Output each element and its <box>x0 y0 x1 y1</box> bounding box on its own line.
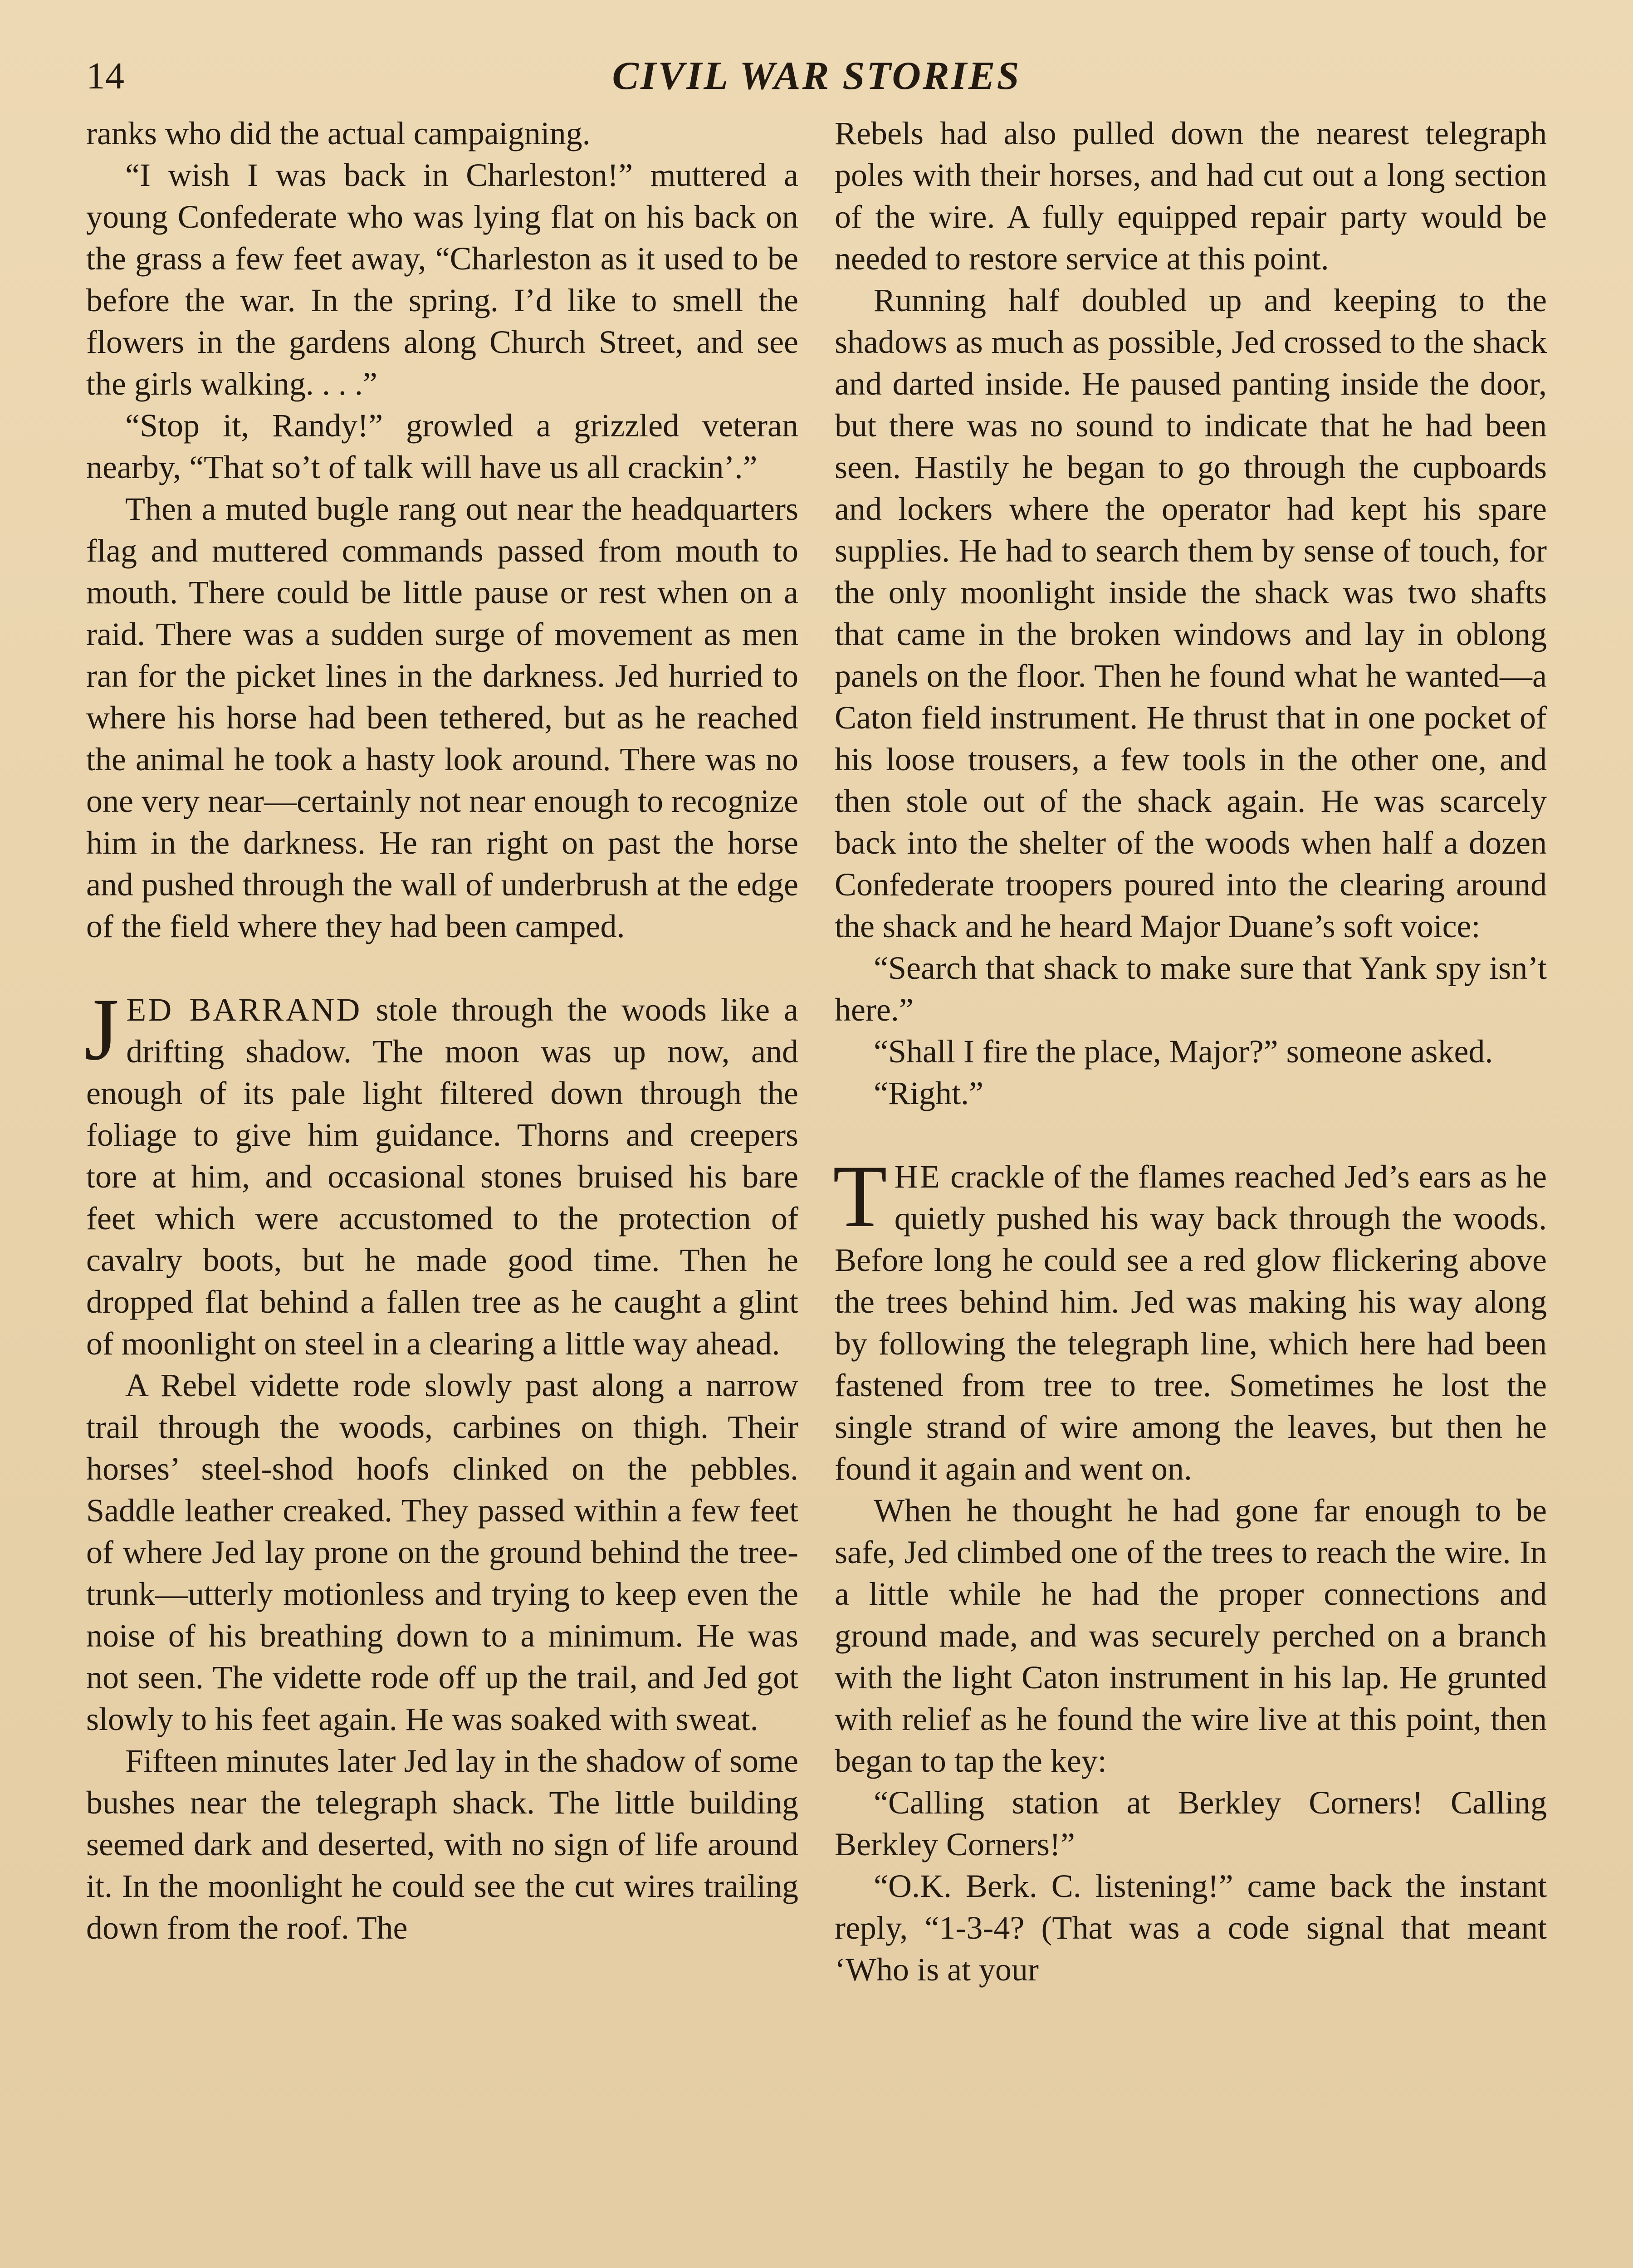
paragraph: Rebels had also pulled down the nearest telegraph poles with their horses, and had cut out a long section of the wire. A fully equipped repair party would be needed to restore service at this point. <box>835 115 1547 277</box>
drop-cap: T <box>833 1147 887 1246</box>
small-caps-lead: HE <box>894 1158 942 1195</box>
paragraph: When he thought he had gone far enough to be safe, Jed climbed one of the trees to reach the wire. In a little while he had the proper connections and ground made, and was securely perched on a branch with the light Caton instrument in his lap. He grunted with relief as he found the wire live at this point, then began to tap the key: <box>835 1492 1547 1779</box>
paragraph: A Rebel vidette rode slowly past along a narrow trail through the woods, carbines on thigh. Their horses’ steel-shod hoofs clinked on the pebbles. Saddle leather creaked. They passed within a few feet of where Jed lay prone on the ground behind the tree-trunk—utterly motionless and trying to keep even the noise of his breathing down to a minimum. He was not seen. The vidette rode off up the trail, and Jed got slowly to his feet again. He was soaked with sweat. <box>86 1367 798 1737</box>
paragraph: “Search that shack to make sure that Yank spy isn’t here.” <box>835 950 1547 1028</box>
paragraph: ranks who did the actual campaigning. <box>86 115 591 152</box>
paragraph: Fifteen minutes later Jed lay in the shadow of some bushes near the telegraph shack. The little building seemed dark and deserted, with no sign of life around it. In the moonlight he could see the cut wires trailing down from the roof. The <box>86 1743 798 1946</box>
paragraph: Running half doubled up and keeping to the shadows as much as possible, Jed crossed to the shack and darted inside. He paused panting inside the door, but there was no sound to indicate that he had been seen. Hastily he began to go through the cupboards and lockers where the operator had kept his spare supplies. He had to search them by sense of touch, for the only moonlight inside the shack was two shafts that came in the broken windows and lay in oblong panels on the floor. Then he found what he wanted—a Caton field instrument. He thrust that in one pocket of his loose trousers, a few tools in the other one, and then stole out of the shack again. He was scarcely back into the shelter of the woods when half a dozen Confederate troopers poured into the clearing around the shack and he heard Major Duane’s soft voice: <box>835 282 1547 944</box>
paragraph: “I wish I was back in Charleston!” muttered a young Confederate who was lying flat on his back on the grass a few feet away, “Charleston as it used to be before the war. In the spring. I’d like to smell the flowers in the gardens along Church Street, and see the girls walking. . . .” <box>86 157 798 402</box>
page-number: 14 <box>86 55 124 97</box>
section-opening-paragraph <box>84 980 798 1364</box>
paragraph-body: crackle of the flames reached Jed’s ears as he quietly pushed his way back through the woods. Before long he could see a red glow flickering above the trees behind him. Jed was making his way along by following the telegraph line, which here had been fastened from tree to tree. Sometimes he lost the single strand of wire among the leaves, but then he found it again and went on. <box>835 1158 1547 1487</box>
right-column <box>835 112 1547 2268</box>
drop-cap: J <box>84 980 119 1079</box>
paragraph: “O.K. Berk. C. listening!” came back the instant reply, “1-3-4? (That was a code signal that meant ‘Who is at your <box>835 1868 1547 1988</box>
page-header <box>86 54 1547 108</box>
paragraph: “Calling station at Berkley Corners! Calling Berkley Corners!” <box>835 1784 1547 1862</box>
section-break <box>86 947 798 989</box>
paragraph-body: stole through the woods like a drifting shadow. The moon was up now, and enough of its pale light filtered down through the foliage to give him guidance. Thorns and creepers tore at him, and occasional stones bruised his bare feet which were accustomed to the protection of cavalry boots, but he made good time. Then he dropped flat behind a fallen tree as he caught a glint of moonlight on steel in a clearing a little way ahead. <box>86 992 798 1362</box>
paragraph: “Right.” <box>874 1075 983 1111</box>
small-caps-lead: ED BARRAND <box>126 992 362 1028</box>
text-columns <box>86 112 1547 2268</box>
running-title: CIVIL WAR STORIES <box>612 54 1021 98</box>
left-column <box>86 112 798 2268</box>
section-opening-paragraph <box>833 1147 1547 1490</box>
paragraph: Then a muted bugle rang out near the headquarters flag and muttered commands passed from mouth to mouth. There could be little pause or rest when on a raid. There was a sudden surge of movement as men ran for the picket lines in the darkness. Jed hurried to where his horse had been tethered, but as he reached the animal he took a hasty look around. There was no one very near—certainly not near enough to recognize him in the darkness. He ran right on past the horse and pushed through the wall of underbrush at the edge of the field where they had been camped. <box>86 491 798 944</box>
paragraph: “Shall I fire the place, Major?” someone asked. <box>874 1033 1493 1070</box>
section-break <box>835 1114 1547 1156</box>
paragraph: “Stop it, Randy!” growled a grizzled veteran nearby, “That so’t of talk will have us all crackin’.” <box>86 407 798 485</box>
